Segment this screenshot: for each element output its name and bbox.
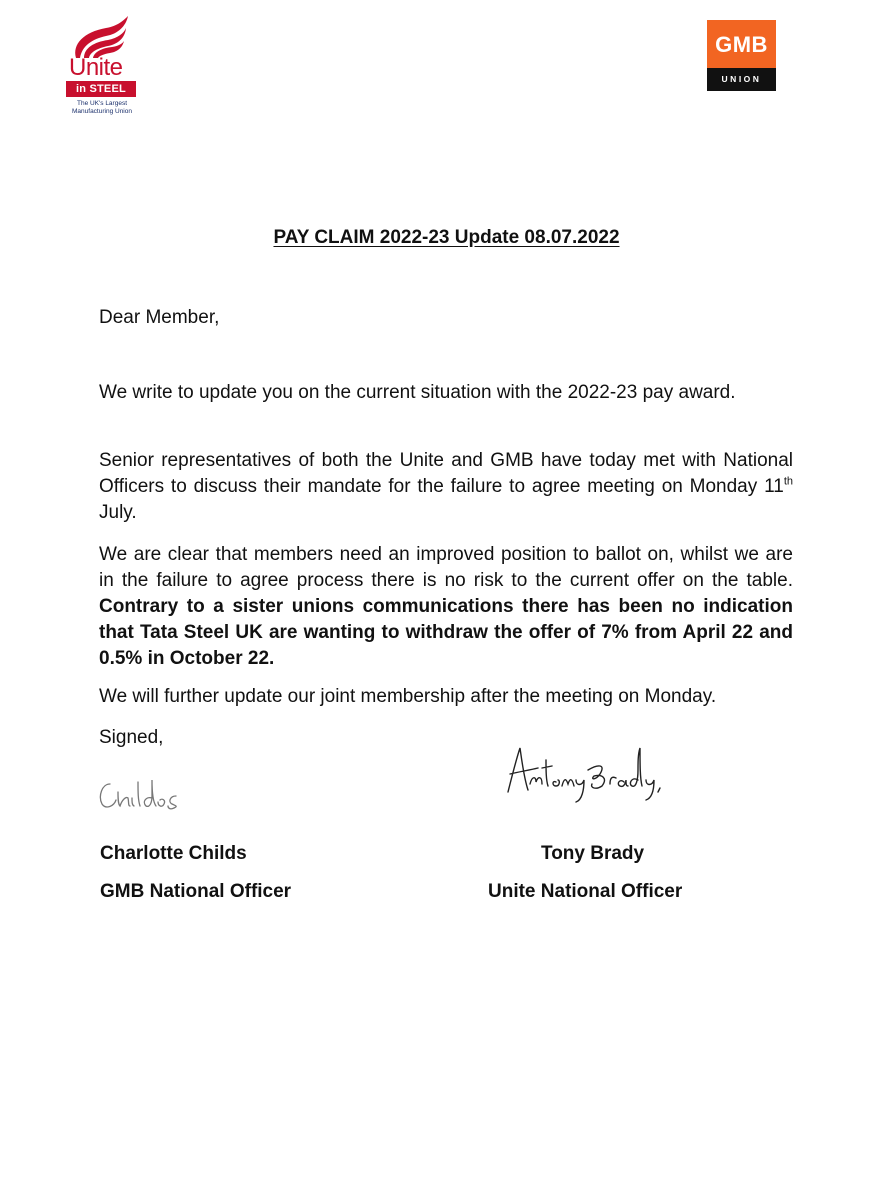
- unite-tagline: [62, 100, 142, 116]
- paragraph-position-text: We are clear that members need an improved position to ballot on, whilst we are in the failure to agree process there is no risk to the current offer on the table.: [99, 544, 793, 591]
- signatory-name-left: Charlotte Childs: [100, 843, 247, 864]
- signatory-name-right: Tony Brady: [541, 843, 645, 864]
- date-ordinal-suffix: th: [783, 475, 793, 488]
- paragraph-meeting: [99, 448, 793, 526]
- unite-in-steel-logo: [62, 14, 142, 124]
- paragraph-meeting-end: July.: [99, 502, 137, 523]
- in-steel-banner: in STEEL: [66, 81, 136, 97]
- unite-tagline-line-1: The UK's Largest: [76, 100, 127, 107]
- signatory-role-left: GMB National Officer: [100, 881, 292, 902]
- paragraph-meeting-text: Senior representatives of both the Unite and GMB have today met with National Officers to discuss their mandate for the failure to agree meeting on Monday 11: [99, 450, 793, 497]
- signed-label: Signed,: [99, 727, 164, 748]
- unite-wordmark: Unite: [69, 54, 123, 81]
- gmb-union-label: UNION: [707, 68, 776, 91]
- document-title: PAY CLAIM 2022-23 Update 08.07.2022: [273, 227, 620, 248]
- greeting: Dear Member,: [99, 307, 220, 328]
- unite-tagline-line-2: Manufacturing Union: [72, 108, 132, 115]
- paragraph-further-update: We will further update our joint membership after the meeting on Monday.: [99, 686, 717, 707]
- paragraph-position-bold: Contrary to a sister unions communications there has been no indication that Tata Steel UK are wanting to withdraw the offer of 7% from April 22 and 0.5% in October 22.: [99, 596, 793, 669]
- paragraph-position: [99, 542, 793, 672]
- signature-tony-brady: [502, 740, 672, 810]
- gmb-union-logo: [707, 20, 776, 91]
- signature-charlotte-childs: [96, 768, 206, 818]
- signatory-role-right: Unite National Officer: [488, 881, 683, 902]
- gmb-wordmark: GMB: [707, 20, 776, 68]
- paragraph-update: We write to update you on the current situation with the 2022-23 pay award.: [99, 382, 736, 403]
